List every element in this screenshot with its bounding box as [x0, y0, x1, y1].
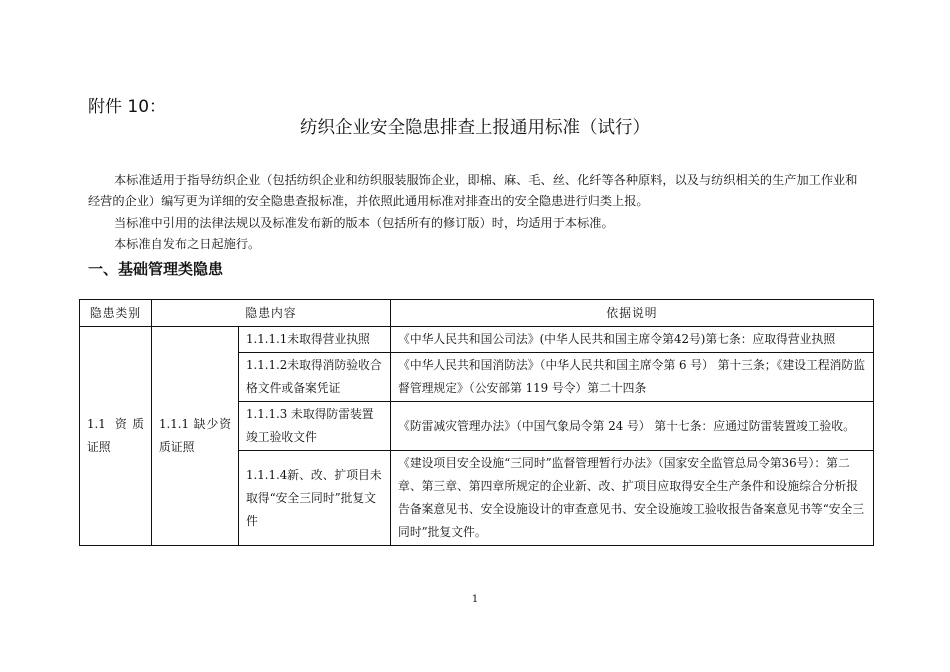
hazard-item-cell: 1.1.1.4新、改、扩项目未取得“安全三同时”批复文件: [239, 451, 391, 546]
basis-cell: 《建设项目安全设施“三同时”监督管理暂行办法》（国家安全监管总局令第36号）：第二章、第三章、第四章所规定的企业新、改、扩项目应取得安全生产条件和设施综合分析报告备案意见书、安全设施设计的审查意见书、安全设施竣工验收报告备案意见书等“安全三同时”批复文件。: [391, 451, 874, 546]
hazard-item-cell: 1.1.1.1未取得营业执照: [239, 327, 391, 353]
hazard-table: [79, 299, 874, 546]
header-category: 隐患类别: [80, 300, 152, 327]
attachment-label: 附件 10：: [88, 97, 167, 117]
basis-cell: 《防雷减灾管理办法》（中国气象局令第 24 号） 第十七条：应通过防雷装置竣工验收。: [391, 402, 874, 451]
header-basis: 依据说明: [391, 300, 874, 327]
category-level1-cell: 1.1 资质证照: [80, 327, 152, 546]
category-level2-cell: 1.1.1 缺少资质证照: [152, 327, 239, 546]
page-number: 1: [471, 594, 479, 605]
document-title: 纺织企业安全隐患排查上报通用标准（试行）: [300, 118, 650, 138]
intro-paragraph-versions: 当标准中引用的法律法规以及标准发布新的版本（包括所有的修订版）时，均适用于本标准。: [114, 216, 614, 230]
hazard-item-cell: 1.1.1.2未取得消防验收合格文件或备案凭证: [239, 353, 391, 402]
hazard-item-cell: 1.1.1.3 未取得防雷装置竣工验收文件: [239, 402, 391, 451]
section-heading: 一、基础管理类隐患: [88, 260, 224, 278]
table-header-row: [80, 300, 874, 327]
table-row: [80, 327, 874, 353]
header-content: 隐患内容: [152, 300, 391, 327]
basis-cell: 《中华人民共和国消防法》（中华人民共和国主席令第 6 号） 第十三条；《建设工程消防监督管理规定》（公安部第 119 号令）第二十四条: [391, 353, 874, 402]
intro-paragraph-effective: 本标准自发布之日起施行。: [114, 237, 261, 251]
intro-paragraph-scope: 本标准适用于指导纺织企业（包括纺织企业和纺织服装服饰企业，即棉、麻、毛、丝、化纤等各种原料，以及与纺织相关的生产加工作业和经营的企业）编写更为详细的安全隐患查报标准，并依照此通用标准对排查出的安全隐患进行归类上报。: [88, 173, 858, 208]
basis-cell: 《中华人民共和国公司法》(中华人民共和国主席令第42号)第七条：应取得营业执照: [391, 327, 874, 353]
